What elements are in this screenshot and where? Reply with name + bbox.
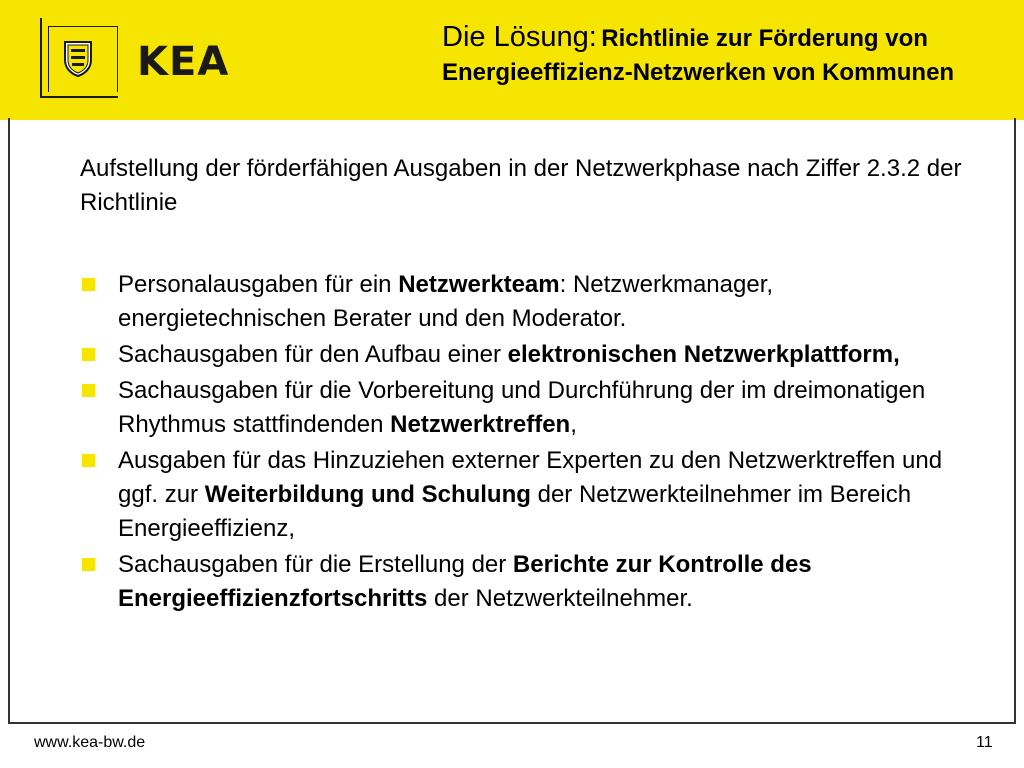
bullet-square-icon <box>82 454 95 467</box>
bullet-list <box>82 268 962 618</box>
bullet-square-icon <box>82 348 95 361</box>
bullet-square-icon <box>82 558 95 571</box>
header-bar <box>0 0 1024 120</box>
title-rest: Richtlinie zur Förderung von Energieeffizienz-Netzwerken von Kommunen <box>442 25 955 86</box>
bullet-item: Sachausgaben für die Erstellung der Berichte zur Kontrolle des Energieeffizienzfortschritts der Netzwerkteilnehmer. <box>82 548 962 616</box>
intro-text: Aufstellung der förderfähigen Ausgaben in der Netzwerkphase nach Ziffer 2.3.2 der Richtlinie <box>80 155 962 216</box>
bullet-item: Personalausgaben für ein Netzwerkteam: Netzwerkmanager, energietechnischen Berater und den Moderator. <box>82 268 962 336</box>
bullet-item: Sachausgaben für den Aufbau einer elektronischen Netzwerkplattform, <box>82 338 962 372</box>
bullet-square-icon <box>82 278 95 291</box>
bullet-item: Ausgaben für das Hinzuziehen externer Experten zu den Netzwerktreffen und ggf. zur Weiterbildung und Schulung der Netzwerkteilnehmer im Bereich Energieeffizienz, <box>82 444 962 546</box>
slide-title <box>442 22 982 91</box>
coat-of-arms-icon <box>63 40 93 78</box>
bullet-square-icon <box>82 384 95 397</box>
footer-url-link[interactable]: www.kea-bw.de <box>34 734 146 751</box>
title-lead: Die Lösung: <box>442 21 597 53</box>
brand-name: KEA <box>137 39 230 85</box>
bullet-item: Sachausgaben für die Vorbereitung und Durchführung der im dreimonatigen Rhythmus stattfindenden Netzwerktreffen, <box>82 374 962 442</box>
page-number: 11 <box>976 734 993 751</box>
